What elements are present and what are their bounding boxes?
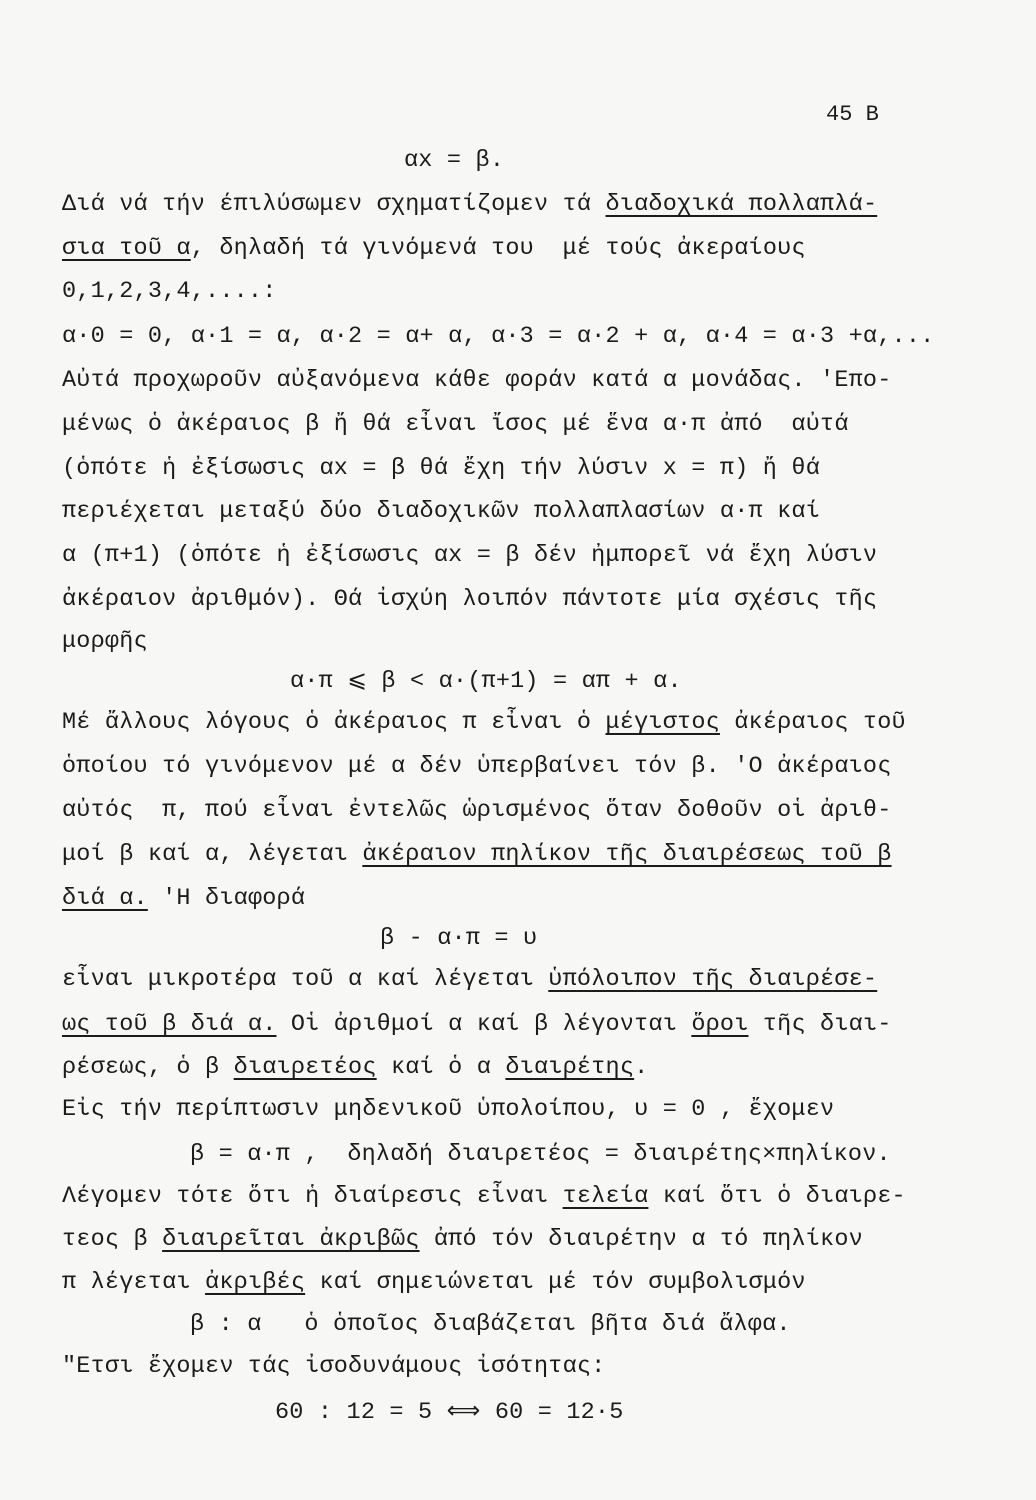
text-segment: Αὐτά προχωροῦν αὐξανόμενα κάθε φοράν κατά α μονάδας. 'Επο-	[62, 367, 892, 394]
text-segment: καί σημειώνεται μέ τόν συμβολισμόν	[305, 1269, 806, 1296]
text-segment: 60 : 12 = 5 ⟺ 60 = 12·5	[275, 1399, 624, 1426]
underlined-term: διαδοχικά πολλαπλά-	[605, 191, 878, 218]
text-line	[62, 965, 877, 995]
text-segment: αὐτός π, πού εἶναι ἐντελῶς ὡρισμένος ὅταν δοθοῦν οἱ ἀριθ-	[62, 797, 892, 824]
text-line	[62, 366, 892, 396]
text-segment: ἀκέραιον ἀριθμόν). Θά ἰσχύη λοιπόν πάντοτε μία σχέσις τῆς	[62, 586, 878, 613]
text-segment: β - α·π = υ	[380, 925, 538, 952]
underlined-term: ἀκριβές	[205, 1269, 306, 1296]
text-segment: .	[634, 1054, 649, 1081]
exact-division-equation	[190, 1140, 891, 1170]
text-segment: καί ὁ α	[376, 1054, 506, 1081]
underlined-term: ὑπόλοιπον τῆς διαιρέσε-	[548, 966, 878, 993]
underlined-term: μέγιστος	[605, 709, 720, 736]
text-line	[62, 752, 892, 782]
underlined-term: ἀκέραιον πηλίκον τῆς διαιρέσεως τοῦ β	[362, 841, 892, 868]
text-line	[62, 190, 877, 220]
text-segment: 0,1,2,3,4,....:	[62, 278, 277, 305]
text-segment: Μέ ἄλλους λόγους ὁ ἀκέραιος π εἶναι ὁ	[62, 709, 606, 736]
text-segment: ρέσεως, ὁ β	[62, 1054, 234, 1081]
text-segment: α·0 = 0, α·1 = α, α·2 = α+ α, α·3 = α·2 + α, α·4 = α·3 +α,...	[62, 323, 935, 350]
text-segment: μοί β καί α, λέγεται	[62, 841, 363, 868]
text-segment: καί ὅτι ὁ διαιρε-	[648, 1183, 906, 1210]
text-line	[62, 627, 148, 657]
text-line	[62, 840, 892, 870]
text-segment: 'Η διαφορά	[147, 885, 306, 912]
text-line	[62, 1182, 906, 1212]
difference-equation	[380, 924, 537, 954]
text-line	[62, 1352, 606, 1382]
underlined-term: διαιρεῖται ἀκριβῶς	[162, 1226, 420, 1253]
text-segment: μένως ὁ ἀκέραιος β ἤ θά εἶναι ἴσος μέ ἕνα α·π ἀπό αὐτά	[62, 411, 849, 438]
inequality	[290, 667, 682, 697]
text-segment: (ὁπότε ἡ ἐξίσωσις αx = β θά ἔχη τήν λύσιν x = π) ἤ θά	[62, 455, 821, 482]
multiples-line	[62, 322, 934, 352]
underlined-term: ως τοῦ β διά α.	[62, 1011, 277, 1038]
text-line	[62, 454, 820, 484]
equation-ax-eq-b	[404, 146, 504, 176]
text-segment: α·π ⩽ β < α·(π+1) = απ + α.	[290, 668, 682, 695]
text-line	[62, 1268, 806, 1298]
text-segment: , δηλαδή τά γινόμενά του μέ τούς ἀκεραίους	[190, 235, 806, 262]
text-line	[62, 1095, 834, 1125]
division-notation-line	[190, 1310, 791, 1340]
text-segment: "Ετσι ἔχομεν τάς ἰσοδυνάμους ἰσότητας:	[62, 1353, 606, 1380]
text-line	[62, 1010, 892, 1040]
text-segment: Οἱ ἀριθμοί α καί β λέγονται	[276, 1011, 692, 1038]
text-line	[62, 497, 820, 527]
text-segment: τῆς διαι-	[748, 1011, 892, 1038]
text-segment: β = α·π , δηλαδή διαιρετέος = διαιρέτης×πηλίκον.	[190, 1141, 891, 1168]
underlined-term: διά α.	[62, 885, 148, 912]
underlined-term: σια τοῦ α	[62, 235, 191, 262]
text-segment: π λέγεται	[62, 1269, 206, 1296]
text-segment: ὁποίου τό γινόμενον μέ α δέν ὑπερβαίνει τόν β. 'Ο ἀκέραιος	[62, 753, 892, 780]
text-line	[62, 585, 877, 615]
text-line	[62, 708, 906, 738]
text-segment: ἀπό τόν διαιρέτην α τό πηλίκον	[419, 1226, 863, 1253]
underlined-term: ὅροι	[691, 1011, 749, 1038]
text-line	[62, 796, 892, 826]
text-segment: περιέχεται μεταξύ δύο διαδοχικῶν πολλαπλασίων α·π καί	[62, 498, 821, 525]
text-segment: τεος β	[62, 1226, 163, 1253]
text-segment: εἶναι μικροτέρα τοῦ α καί λέγεται	[62, 966, 549, 993]
text-segment: αx = β.	[404, 147, 505, 174]
text-segment: Εἰς τήν περίπτωσιν μηδενικοῦ ὑπολοίπου, υ = 0 , ἔχομεν	[62, 1096, 835, 1123]
text-line	[62, 541, 877, 571]
text-segment: μορφῆς	[62, 628, 148, 655]
example-equation	[275, 1398, 624, 1428]
text-segment: ἀκέραιος τοῦ	[719, 709, 906, 736]
text-line	[62, 884, 305, 914]
text-line	[62, 234, 806, 264]
text-line	[62, 277, 277, 307]
text-segment: Λέγομεν τότε ὅτι ἡ διαίρεσις εἶναι	[62, 1183, 563, 1210]
page-number: 45 B	[826, 102, 879, 127]
text-line	[62, 1225, 863, 1255]
underlined-term: διαιρέτης	[505, 1054, 635, 1081]
text-line	[62, 1053, 648, 1083]
text-segment: α (π+1) (ὁπότε ἡ ἐξίσωσις αx = β δέν ἠμπορεῖ νά ἔχη λύσιν	[62, 542, 878, 569]
underlined-term: τελεία	[562, 1183, 649, 1210]
text-segment: β : α ὁ ὁποῖος διαβάζεται βῆτα διά ἄλφα.	[190, 1311, 791, 1338]
text-segment: Διά νά τήν έπιλύσωμεν σχηματίζομεν τά	[62, 191, 606, 218]
underlined-term: διαιρετέος	[233, 1054, 377, 1081]
text-line	[62, 410, 849, 440]
